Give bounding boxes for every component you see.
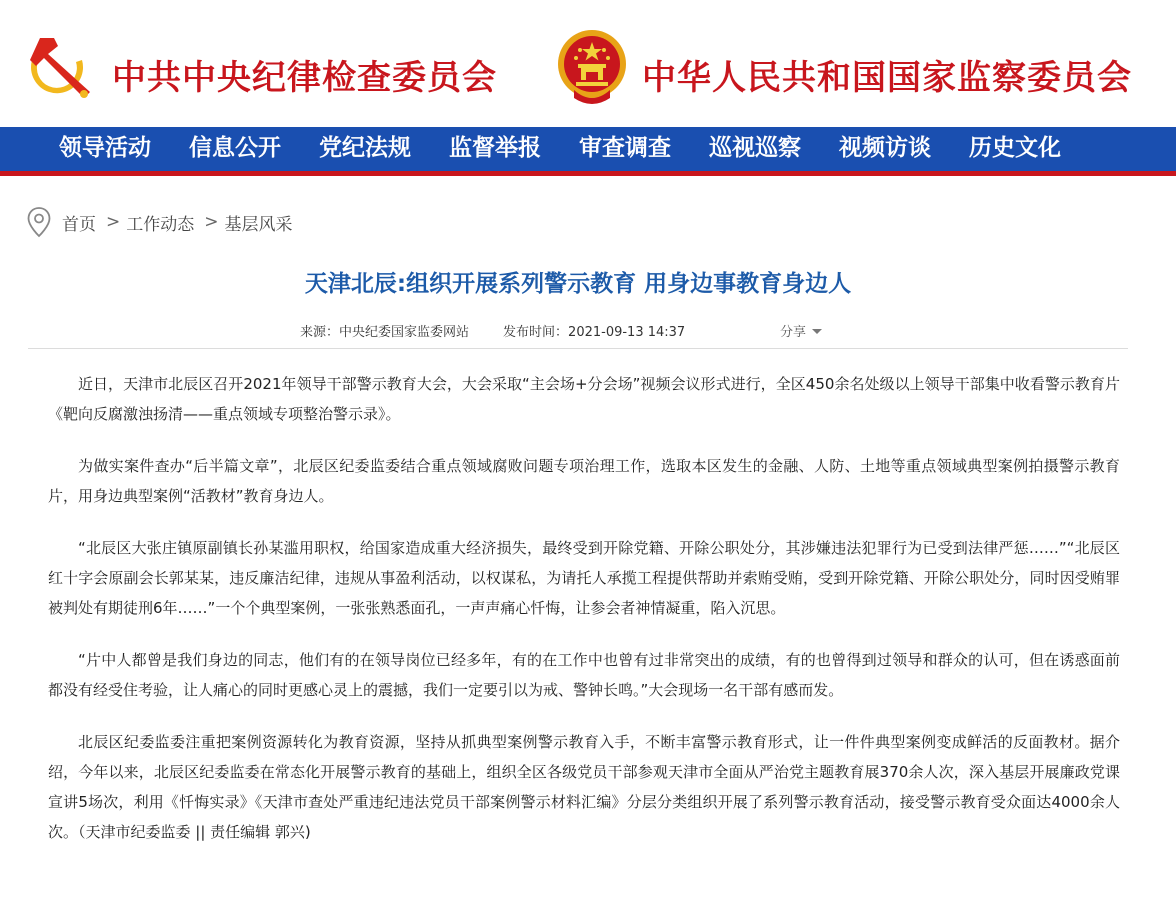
breadcrumb [26, 206, 293, 238]
nav-red-underline [0, 171, 1176, 176]
article-paragraph: 为做实案件查办“后半篇文章”，北辰区纪委监委结合重点领域腐败问题专项治理工作，选取本区发生的金融、人防、土地等重点领域典型案例拍摄警示教育片，用身边典型案例“活教材”教育身边人。 [48, 457, 1120, 505]
breadcrumb-home[interactable]: 首页 [62, 214, 96, 235]
share-label: 分享 [780, 325, 807, 340]
date-label: 发布时间： [503, 325, 569, 340]
article-title: 天津北辰:组织开展系列警示教育 用身边事教育身边人 [304, 271, 852, 297]
nav-item-inspection[interactable]: 巡视巡察 [709, 134, 801, 161]
article-meta [300, 321, 685, 340]
breadcrumb-separator: > [204, 212, 219, 232]
date-wrap [503, 321, 685, 340]
source-wrap [300, 321, 469, 340]
nav-item-investigation[interactable]: 审查调查 [579, 134, 671, 161]
nav-item-info-disclosure[interactable]: 信息公开 [189, 134, 281, 161]
nsc-title[interactable]: 中华人民共和国国家监察委员会 [642, 58, 1132, 98]
breadcrumb-separator: > [106, 212, 121, 232]
meta-divider [28, 348, 1128, 349]
nav-item-video[interactable]: 视频访谈 [839, 134, 931, 161]
share-button[interactable] [780, 321, 822, 340]
breadcrumb-work-news[interactable]: 工作动态 [126, 214, 195, 235]
national-emblem-icon[interactable] [556, 26, 628, 106]
article-paragraph: 近日，天津市北辰区召开2021年领导干部警示教育大会，大会采取“主会场+分会场”视频会议形式进行，全区450余名处级以上领导干部集中收看警示教育片《靶向反腐激浊扬清——重点领域专项整治警示录》。 [48, 375, 1120, 423]
nav-item-history[interactable]: 历史文化 [969, 134, 1061, 161]
source-value: 中央纪委国家监委网站 [339, 325, 470, 340]
nav-item-leadership[interactable]: 领导活动 [59, 134, 151, 161]
article-paragraph: 北辰区纪委监委注重把案例资源转化为教育资源，坚持从抓典型案例警示教育入手，不断丰富警示教育形式，让一件件典型案例变成鲜活的反面教材。据介绍，今年以来，北辰区纪委监委在常态化开展警示教育的基础上，组织全区各级党员干部参观天津市全面从严治党主题教育展370余人次，深入基层开展廉政党课宣讲5场次，利用《忏悔实录》《天津市查处严重违纪违法党员干部案例警示材料汇编》分层分类组织开展了系列警示教育活动，接受警示教育受众面达4000余人次。（天津市纪委监委 || 责任编辑 郭兴) [48, 733, 1120, 841]
location-pin-icon [26, 206, 52, 238]
nav-item-regulations[interactable]: 党纪法规 [319, 134, 411, 161]
caret-down-icon [812, 329, 822, 334]
breadcrumb-grassroots[interactable]: 基层风采 [224, 214, 293, 235]
nav-item-report[interactable]: 监督举报 [449, 134, 541, 161]
source-label: 来源： [300, 325, 340, 340]
main-nav-list [40, 127, 1080, 171]
ccdi-title[interactable]: 中共中央纪律检查委员会 [112, 58, 497, 98]
hammer-sickle-icon[interactable] [28, 32, 96, 100]
article-body [48, 369, 1120, 869]
site-header [0, 0, 1176, 127]
date-value: 2021-09-13 14:37 [568, 325, 686, 340]
article-paragraph: “北辰区大张庄镇原副镇长孙某滥用职权，给国家造成重大经济损失，最终受到开除党籍、开除公职处分，其涉嫌违法犯罪行为已受到法律严惩……”“北辰区红十字会原副会长郭某某，违反廉洁纪律，违规从事盈利活动，以权谋私，为请托人承揽工程提供帮助并索贿受贿，受到开除党籍、开除公职处分，同时因受贿罪被判处有期徒刑6年……”一个个典型案例，一张张熟悉面孔，一声声痛心忏悔，让参会者神情凝重，陷入沉思。 [48, 539, 1120, 617]
main-nav [0, 127, 1176, 171]
article-paragraph: “片中人都曾是我们身边的同志，他们有的在领导岗位已经多年，有的在工作中也曾有过非常突出的成绩，有的也曾得到过领导和群众的认可，但在诱惑面前都没有经受住考验，让人痛心的同时更感心灵上的震撼，我们一定要引以为戒、警钟长鸣。”大会现场一名干部有感而发。 [48, 651, 1120, 699]
